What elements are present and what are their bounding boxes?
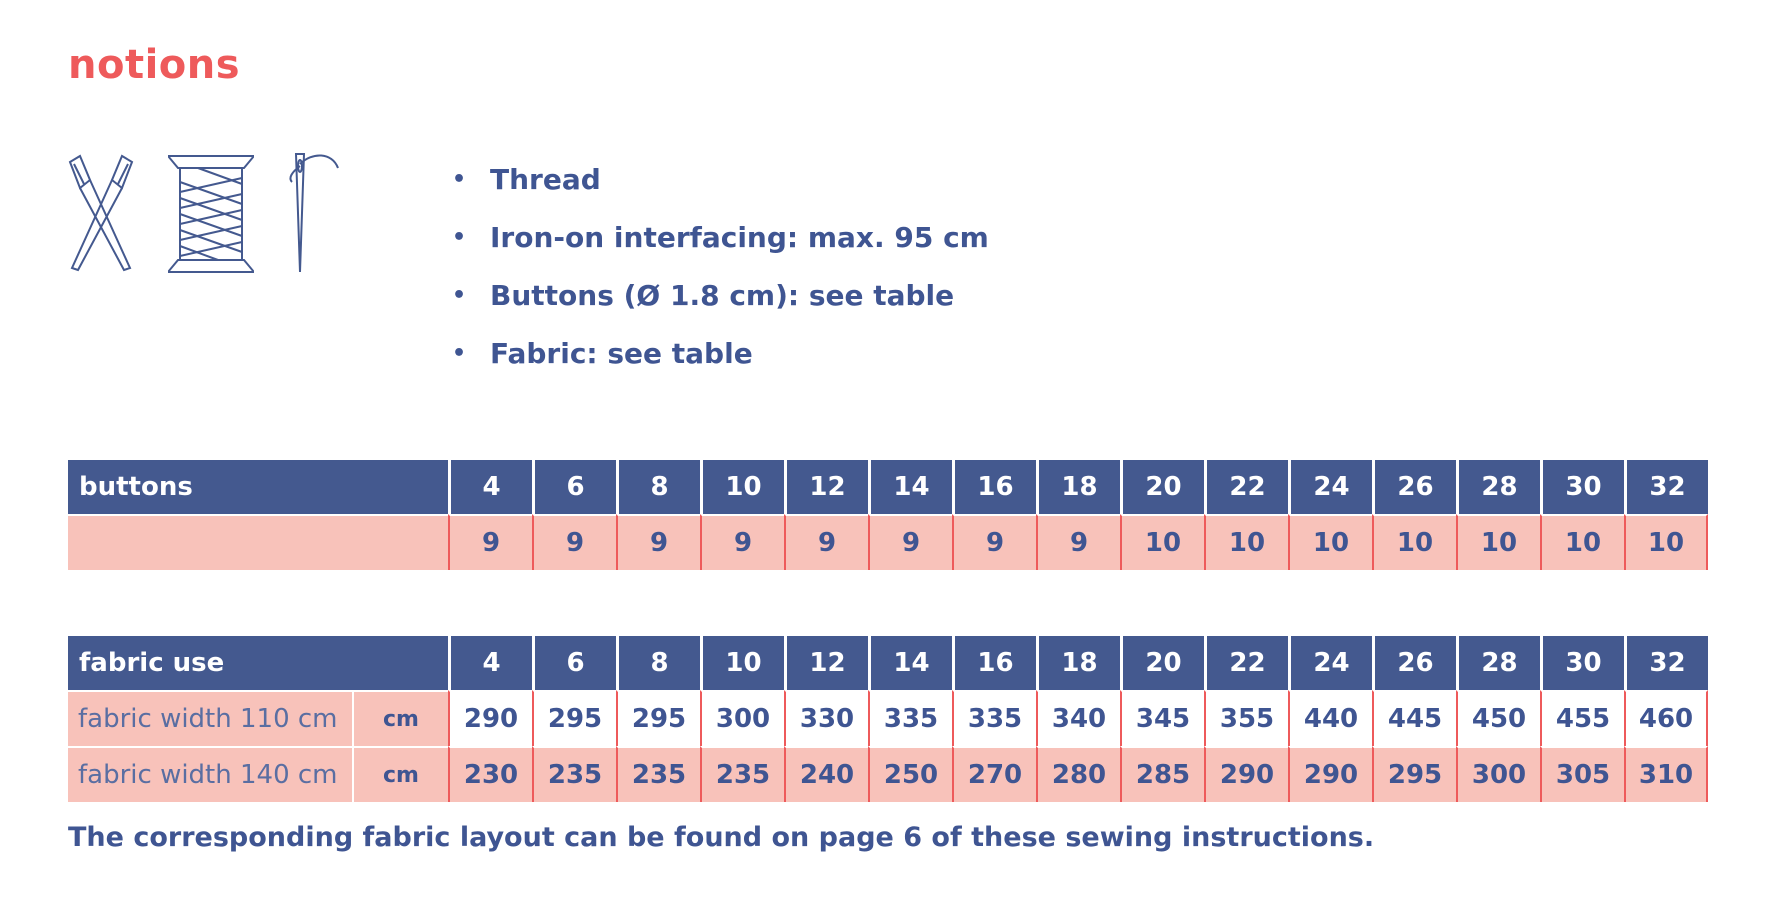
row-label: fabric width 140 cm bbox=[68, 746, 352, 802]
notions-icons bbox=[66, 152, 356, 276]
fabric-use-table bbox=[68, 636, 1708, 802]
notions-list bbox=[452, 150, 989, 382]
size-header: 16 bbox=[952, 460, 1036, 514]
table-cell: 9 bbox=[616, 514, 700, 570]
size-header: 12 bbox=[784, 460, 868, 514]
table-row bbox=[68, 514, 1708, 570]
table-header-row bbox=[68, 636, 1708, 690]
list-item bbox=[452, 324, 989, 382]
size-header: 28 bbox=[1456, 636, 1540, 690]
row-unit: cm bbox=[352, 746, 448, 802]
row-label: fabric width 110 cm bbox=[68, 690, 352, 746]
list-item-text: Buttons (Ø 1.8 cm): see table bbox=[490, 278, 955, 312]
row-label-empty bbox=[68, 514, 448, 570]
footnote: The corresponding fabric layout can be found on page 6 of these sewing instructions. bbox=[68, 822, 1375, 853]
table-cell: 455 bbox=[1540, 690, 1624, 746]
list-item-text: Iron-on interfacing: max. 95 cm bbox=[490, 220, 989, 254]
list-item-text: Fabric: see table bbox=[490, 336, 753, 370]
size-header: 14 bbox=[868, 636, 952, 690]
table-cell: 280 bbox=[1036, 746, 1120, 802]
bullet-dot: • bbox=[452, 224, 467, 250]
size-header: 20 bbox=[1120, 636, 1204, 690]
table-cell: 9 bbox=[952, 514, 1036, 570]
table-cell: 235 bbox=[616, 746, 700, 802]
size-header: 30 bbox=[1540, 636, 1624, 690]
list-item bbox=[452, 150, 989, 208]
table-cell: 305 bbox=[1540, 746, 1624, 802]
table-cell: 10 bbox=[1204, 514, 1288, 570]
buttons-table bbox=[68, 460, 1708, 570]
table-cell: 10 bbox=[1540, 514, 1624, 570]
table-cell: 290 bbox=[1204, 746, 1288, 802]
size-header: 24 bbox=[1288, 636, 1372, 690]
table-cell: 335 bbox=[868, 690, 952, 746]
table-cell: 345 bbox=[1120, 690, 1204, 746]
table-cell: 9 bbox=[448, 514, 532, 570]
list-item bbox=[452, 208, 989, 266]
table-cell: 335 bbox=[952, 690, 1036, 746]
size-header: 4 bbox=[448, 460, 532, 514]
table-cell: 10 bbox=[1372, 514, 1456, 570]
table-cell: 450 bbox=[1456, 690, 1540, 746]
bullet-dot: • bbox=[452, 282, 467, 308]
size-header: 24 bbox=[1288, 460, 1372, 514]
size-header: 26 bbox=[1372, 636, 1456, 690]
table-cell: 10 bbox=[1624, 514, 1708, 570]
table-cell: 9 bbox=[532, 514, 616, 570]
size-header: 18 bbox=[1036, 460, 1120, 514]
size-header: 16 bbox=[952, 636, 1036, 690]
size-header: 22 bbox=[1204, 460, 1288, 514]
table-cell: 330 bbox=[784, 690, 868, 746]
size-header: 14 bbox=[868, 460, 952, 514]
size-header: 28 bbox=[1456, 460, 1540, 514]
table-cell: 10 bbox=[1120, 514, 1204, 570]
table-cell: 295 bbox=[616, 690, 700, 746]
table-cell: 9 bbox=[868, 514, 952, 570]
table-cell: 290 bbox=[448, 690, 532, 746]
table-cell: 445 bbox=[1372, 690, 1456, 746]
table-cell: 355 bbox=[1204, 690, 1288, 746]
list-item bbox=[452, 266, 989, 324]
table-header-row bbox=[68, 460, 1708, 514]
thread-spool-icon bbox=[168, 152, 254, 276]
table-cell: 340 bbox=[1036, 690, 1120, 746]
bullet-dot: • bbox=[452, 340, 467, 366]
table-cell: 235 bbox=[700, 746, 784, 802]
bullet-dot: • bbox=[452, 166, 467, 192]
size-header: 10 bbox=[700, 460, 784, 514]
size-header: 4 bbox=[448, 636, 532, 690]
needle-icon bbox=[286, 152, 346, 276]
table-row bbox=[68, 746, 1708, 802]
size-header: 26 bbox=[1372, 460, 1456, 514]
table-cell: 285 bbox=[1120, 746, 1204, 802]
table-cell: 460 bbox=[1624, 690, 1708, 746]
scissors-icon bbox=[66, 152, 136, 276]
table-cell: 10 bbox=[1456, 514, 1540, 570]
size-header: 20 bbox=[1120, 460, 1204, 514]
table-cell: 240 bbox=[784, 746, 868, 802]
table-cell: 9 bbox=[784, 514, 868, 570]
table-cell: 10 bbox=[1288, 514, 1372, 570]
row-unit: cm bbox=[352, 690, 448, 746]
size-header: 6 bbox=[532, 460, 616, 514]
table-cell: 300 bbox=[700, 690, 784, 746]
size-header: 22 bbox=[1204, 636, 1288, 690]
table-cell: 295 bbox=[1372, 746, 1456, 802]
page-title: notions bbox=[68, 42, 241, 88]
size-header: 12 bbox=[784, 636, 868, 690]
size-header: 32 bbox=[1624, 636, 1708, 690]
table-cell: 270 bbox=[952, 746, 1036, 802]
size-header: 30 bbox=[1540, 460, 1624, 514]
table-row bbox=[68, 690, 1708, 746]
table-cell: 250 bbox=[868, 746, 952, 802]
table-cell: 310 bbox=[1624, 746, 1708, 802]
table-cell: 290 bbox=[1288, 746, 1372, 802]
list-item-text: Thread bbox=[490, 162, 601, 196]
table-cell: 300 bbox=[1456, 746, 1540, 802]
table-cell: 235 bbox=[532, 746, 616, 802]
table-cell: 230 bbox=[448, 746, 532, 802]
size-header: 8 bbox=[616, 636, 700, 690]
table-header-label: buttons bbox=[68, 460, 448, 514]
size-header: 6 bbox=[532, 636, 616, 690]
table-cell: 9 bbox=[1036, 514, 1120, 570]
table-cell: 440 bbox=[1288, 690, 1372, 746]
table-cell: 9 bbox=[700, 514, 784, 570]
size-header: 10 bbox=[700, 636, 784, 690]
table-header-label: fabric use bbox=[68, 636, 448, 690]
size-header: 32 bbox=[1624, 460, 1708, 514]
size-header: 8 bbox=[616, 460, 700, 514]
table-cell: 295 bbox=[532, 690, 616, 746]
size-header: 18 bbox=[1036, 636, 1120, 690]
